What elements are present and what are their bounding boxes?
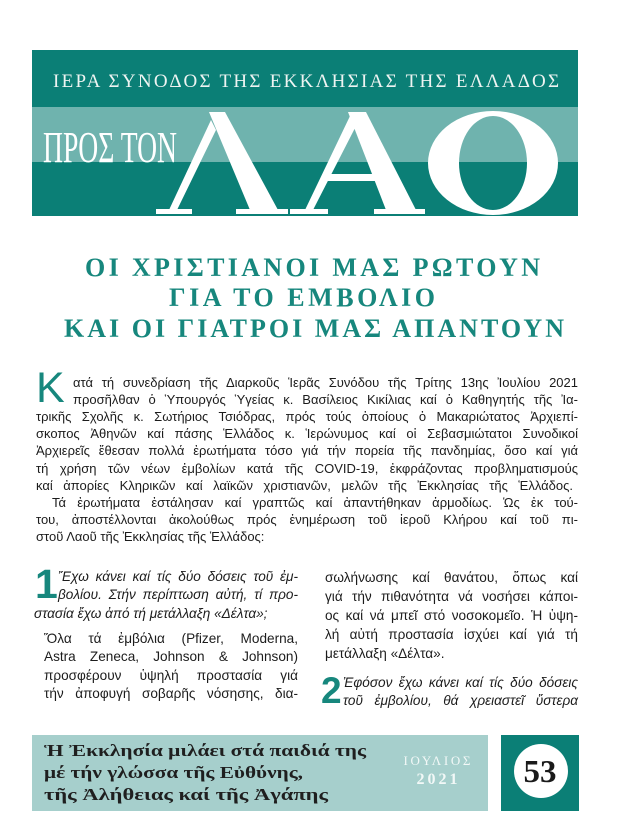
lambda-thick-stroke (209, 112, 278, 210)
intro-line: σκοπος Ἀθηνῶν καί πάσης Ἑλλάδος κ. Ἱερώνυμος καί οἱ Σεβασμιώτατοι Συνοδικοί (36, 426, 578, 441)
question-line: τοῦ ἐμβολίου, θά χρειαστεῖ ὕστερα (343, 693, 578, 708)
motto-line: Ἡ Ἐκκλησία μιλάει στά παιδιά της (44, 741, 368, 760)
masthead (32, 50, 578, 216)
pros-ton-label: ΠΡΟΣ ΤΟΝ (43, 123, 177, 172)
answer-line: ος καί νά μπεῖ στό νοσοκομεῖο. Ἡ ὑψη- (325, 608, 578, 623)
alpha-thin-stroke (305, 116, 355, 210)
question-number: 1 (35, 561, 58, 607)
alpha-right-serif (374, 209, 425, 214)
drop-cap: Κ (36, 364, 65, 412)
answer-line: σωλήνωσης καί θανάτου, ὅπως καί (325, 570, 578, 585)
alpha-left-serif (290, 209, 328, 214)
motto-line: μέ τήν γλώσσα τῆς Εὐθύνης, (44, 763, 303, 782)
question-number: 2 (321, 670, 342, 711)
question-line: Ἐφόσον ἔχω κάνει καί τίς δύο δόσεις (343, 675, 578, 690)
headline-line: ΓΙΑ ΤΟ ΕΜΒΟΛΙΟ (169, 283, 435, 312)
intro-line: τρικῆς Σχολῆς κ. Σωτήριος Τσιόδρας, πρός τούς ὁποίους ὁ Μακαριώτατος Ἀρχιεπί- (36, 409, 578, 424)
answer-line: λή αὐτή προστασία ἰσχύει καί γιά τή (325, 627, 578, 642)
question-line: στασία ἔχω ἀπό τή μετάλλαξη «Δέλτα»; (34, 606, 268, 621)
footer-lettering (32, 735, 488, 811)
lambda-right-serif (236, 209, 288, 214)
intro-line: στοῦ Λαοῦ τῆς Ἐκκλησίας τῆς Ἑλλάδος: (36, 529, 265, 544)
motto-line: τῆς Ἀλήθειας καί τῆς Ἀγάπης (44, 785, 330, 804)
intro-line: ατά τή συνεδρίαση τῆς Διαρκοῦς Ἱερᾶς Συνόδου τῆς Τρίτης 13ης Ἰουλίου 2021 (73, 375, 578, 390)
issue-badge (501, 735, 579, 811)
issue-year: 2021 (416, 771, 458, 788)
answer-line: γιά τήν πιθανότητα νά νοσήσει κάποι- (325, 589, 578, 604)
answer-line: Ὅλα τά ἐμβόλια (Pfizer, Moderna, (44, 631, 298, 646)
intro-line: προσῆλθαν ὁ Ὑπουργός Ὑγείας κ. Βασίλειος Κικίλιας καί ὁ Καθηγητής τῆς Ἰα- (73, 392, 578, 407)
answer-line: τήν ἀποφυγή σοβαρῆς νόσησης, δια- (44, 686, 298, 701)
footer-motto-box (32, 735, 488, 811)
question-line: βολίου. Στήν περίπτωση αὐτή, τί προ- (58, 587, 298, 602)
alpha-thick-stroke (348, 112, 416, 210)
intro-line: τή χρήση τῶν νέων ἐμβολίων κατά τῆς COVID-19, ἐκφράζοντας προβληματισμούς (36, 461, 578, 476)
headline-line: ΚΑΙ ΟΙ ΓΙΑΤΡΟΙ ΜΑΣ ΑΠΑΝΤΟΥΝ (64, 314, 564, 343)
headline-line: ΟΙ ΧΡΙΣΤΙΑΝΟΙ ΜΑΣ ΡΩΤΟΥΝ (85, 253, 540, 282)
intro-line: Τά ἐρωτήματα ἐστάλησαν καί γραπτῶς καί ἀπαντήθηκαν ἁρμοδίως. Ὡς ἐκ τού- (52, 495, 578, 510)
intro-line: καί ἀπορίες Κληρικῶν καί λαϊκῶν χριστιανῶν, μελῶν τῆς Ἐκκλησίας τῆς Ἑλλάδος. (36, 478, 573, 493)
lao-letter-omicron (428, 111, 558, 215)
issue-number: 53 (523, 753, 557, 789)
answer-line: προσφέρουν ὑψηλή προστασία γιά (44, 668, 298, 683)
headline (0, 240, 620, 350)
answer-line: Astra Zeneca, Johnson & Johnson) (44, 649, 298, 664)
issue-number-box (501, 735, 579, 811)
lambda-left-serif (156, 209, 192, 214)
intro-line: Ἀρχιερεῖς ἔθεσαν πολλά ἐρωτήματα τόσο γιά τήν πορεία τῆς πανδημίας, ὅσο καί γιά (36, 443, 578, 458)
answer-line: μετάλλαξη «Δέλτα». (325, 646, 445, 661)
question-line: Ἔχω κάνει καί τίς δύο δόσεις τοῦ ἐμ- (58, 569, 298, 584)
intro-line: του, ἀποστέλλονται ἀκολούθως πρός ἐνημέρωση τοῦ ἱεροῦ Κλήρου καί τοῦ πι- (36, 512, 578, 527)
lao-letter-alpha (290, 112, 425, 214)
issue-month: ΙΟΥΛΙΟΣ (403, 753, 471, 768)
alpha-crossbar (320, 174, 379, 181)
masthead-lettering (32, 50, 578, 216)
lao-masthead-logo (156, 111, 558, 215)
synod-title: ΙΕΡΑ ΣΥΝΟΔΟΣ ΤΗΣ ΕΚΚΛΗΣΙΑΣ ΤΗΣ ΕΛΛΑΔΟΣ (53, 71, 559, 92)
